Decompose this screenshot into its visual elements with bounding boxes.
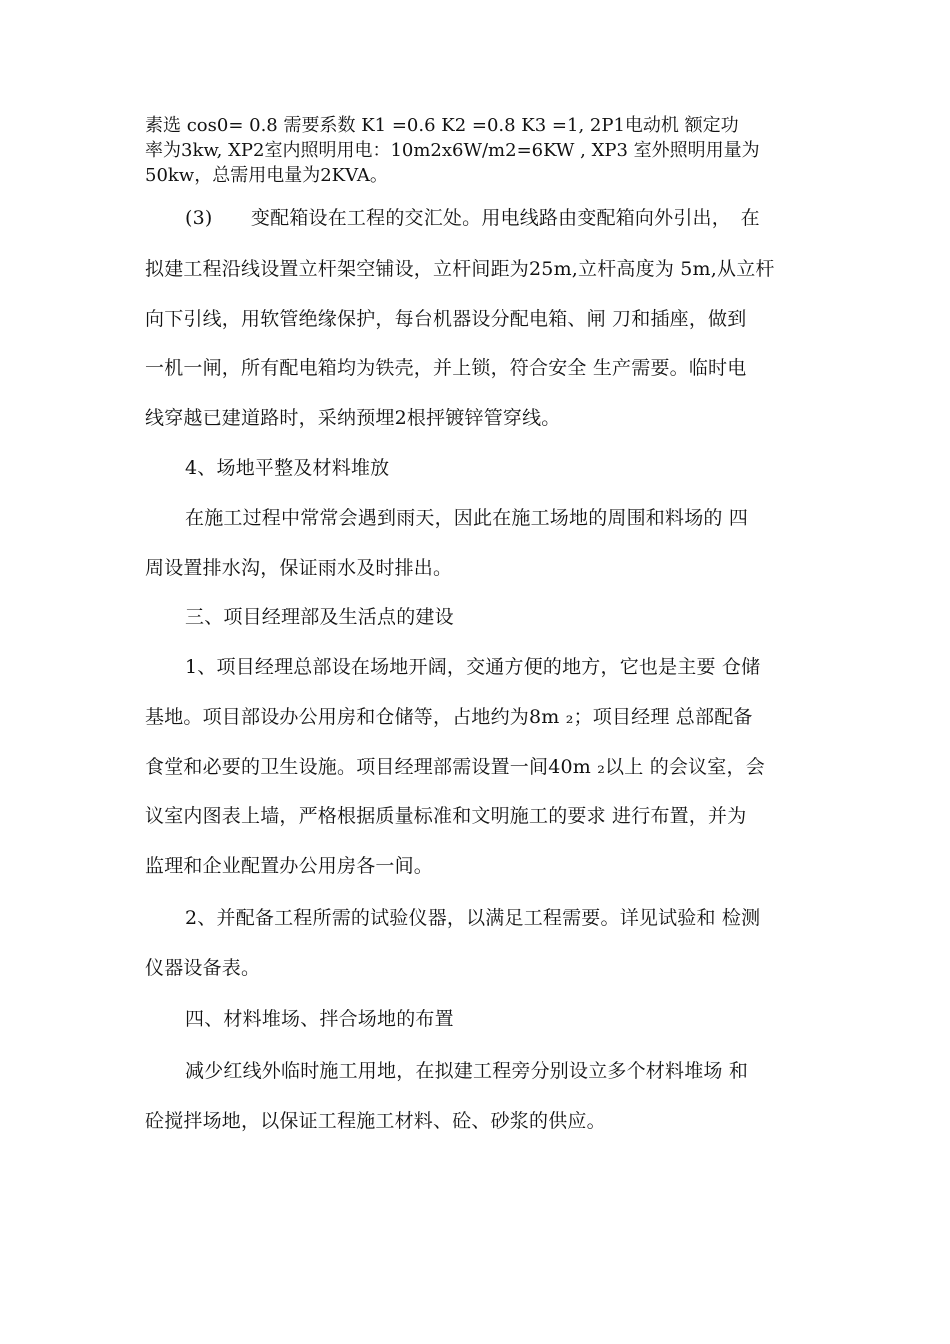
paragraph-first-line: 减少红线外临时施工用地，在拟建工程旁分别设立多个材料堆场 和 [185,1060,749,1082]
text-line: 素选 cos0= 0.8 需要系数 K1 =0.6 K2 =0.8 K3 =1, 2P1电动机 额定功 [145,115,739,136]
paragraph-first-line: 2、并配备工程所需的试验仪器，以满足工程需要。详见试验和 检测 [185,907,761,929]
section-heading: 4、场地平整及材料堆放 [185,457,390,479]
text-line: 拟建工程沿线设置立杆架空铺设，立杆间距为25m,立杆高度为 5m,从立杆 [145,258,775,280]
text-line: 率为3kw, XP2室内照明用电：10m2x6W/m2=6KW , XP3 室外照明用量为 [145,140,760,161]
text-line: 基地。项目部设办公用房和仓储等，占地约为8m ₂；项目经理 总部配备 [145,706,753,728]
paragraph-first-line: (3) 变配箱设在工程的交汇处。用电线路由变配箱向外引出， 在 [185,207,760,229]
section-heading: 四、材料堆场、拌合场地的布置 [185,1008,454,1030]
text-line: 仪器设备表。 [145,957,261,979]
text-line: 食堂和必要的卫生设施。项目经理部需设置一间40m ₂以上 的会议室，会 [145,756,765,778]
paragraph-first-line: 在施工过程中常常会遇到雨天，因此在施工场地的周围和料场的 四 [185,507,749,529]
text-line: 一机一闸，所有配电箱均为铁壳，并上锁，符合安全 生产需要。临时电 [145,357,747,379]
text-line: 周设置排水沟，保证雨水及时排出。 [145,557,453,579]
text-line: 议室内图表上墙，严格根据质量标准和文明施工的要求 进行布置，并为 [145,805,747,827]
section-heading: 三、项目经理部及生活点的建设 [185,606,454,628]
text-line: 50kw，总需用电量为2KVA。 [145,165,388,186]
text-line: 砼搅拌场地，以保证工程施工材料、砼、砂浆的供应。 [145,1110,606,1132]
paragraph-first-line: 1、项目经理总部设在场地开阔，交通方便的地方，它也是主要 仓储 [185,656,761,678]
text-line: 监理和企业配置办公用房各一间。 [145,855,434,877]
text-line: 线穿越已建道路时，采纳预埋2根抨镀锌管穿线。 [145,407,561,429]
text-line: 向下引线，用软管绝缘保护，每台机器设分配电箱、闸 刀和插座，做到 [145,308,747,330]
